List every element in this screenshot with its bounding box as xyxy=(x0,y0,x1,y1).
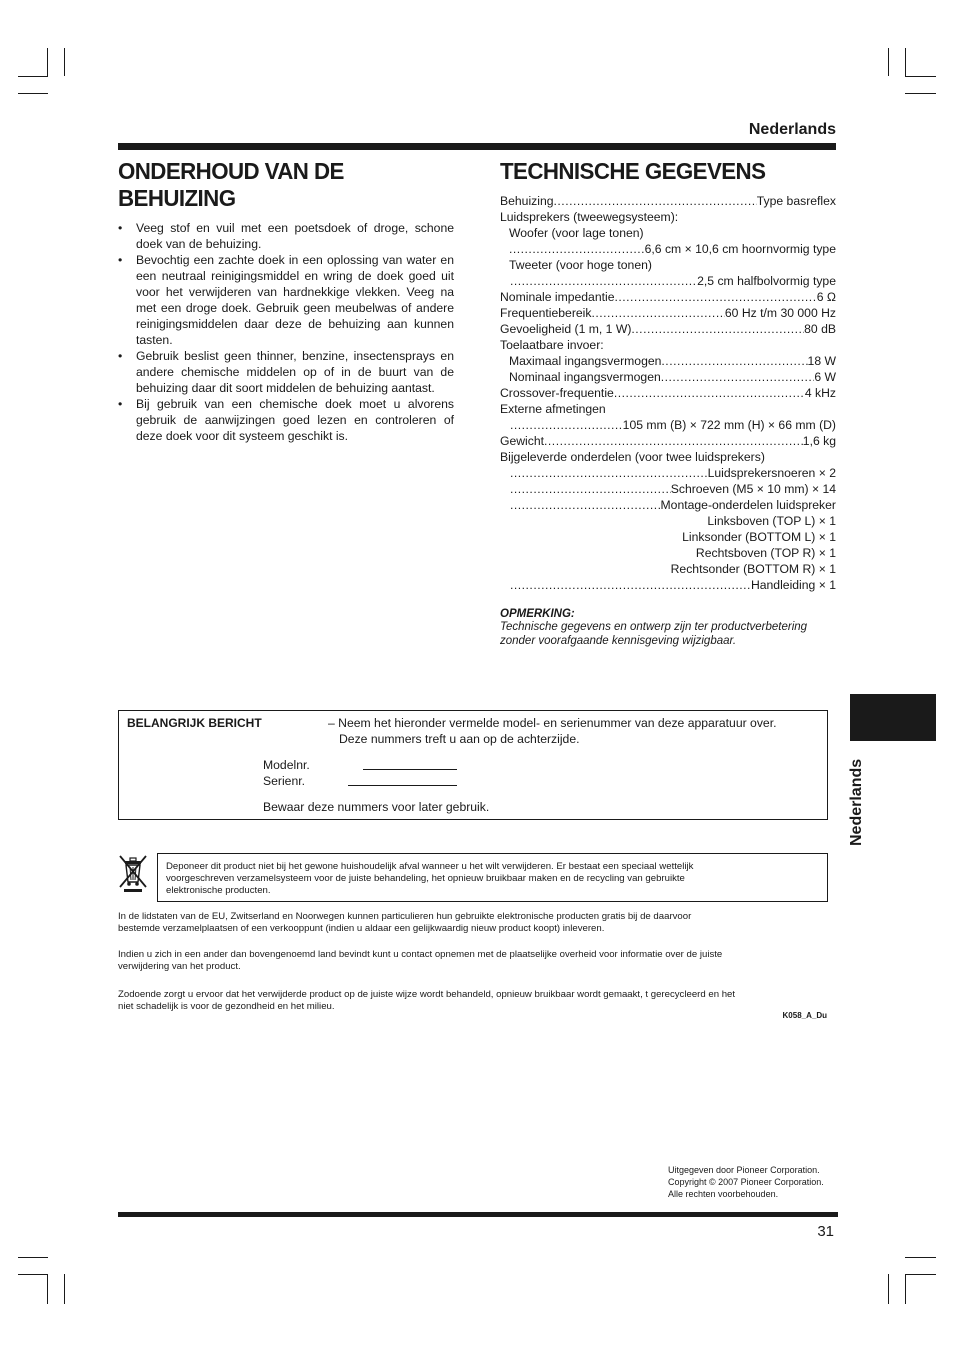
maintenance-list xyxy=(118,220,454,444)
important-notice-box xyxy=(118,710,828,820)
spec-dimensions-label: Externe afmetingen xyxy=(500,402,606,416)
notice-line-1: – Neem het hieronder vermelde model- en serienummer van deze apparatuur over. xyxy=(328,716,777,730)
side-tab xyxy=(850,694,936,741)
list-item: • Bevochtig een zachte doek in een oplossing van water en een neutraal reinigingsmiddel en wring de doek goed uit voor het verwijderen van hardnekkige vlekken. Veeg na met een droge doek. Gebruik geen meubelwas of andere reinigingsmiddelen daar deze de behuizing aan kunnen tasten. xyxy=(118,253,454,347)
spec-impedance: Nominale impedantie ..... 6 Ω xyxy=(500,289,836,305)
spec-nominal-input: Nominaal ingangsvermogen ..... 6 W xyxy=(500,369,836,385)
model-label: Modelnr. xyxy=(263,758,310,772)
spec-sensitivity: Gevoeligheid (1 m, 1 W) ..... 80 dB xyxy=(500,321,836,337)
weee-paragraph-3 xyxy=(118,989,735,1014)
weee-p1-line-2: bestemde verzamelplaatsen of een verkooppunt (indien u aldaar een gelijkwaardig nieuw product koopt) inleveren. xyxy=(118,923,605,935)
weee-p2-line-2: verwijdering van het product. xyxy=(118,961,241,973)
spec-acc-cords: ..... Luidsprekersnoeren × 2 xyxy=(500,465,836,481)
spec-woofer-value: ..... 6,6 cm × 10,6 cm hoornvormig type xyxy=(500,241,836,257)
page-number: 31 xyxy=(817,1223,834,1240)
note xyxy=(500,608,836,648)
spec-weight: Gewicht ..... 1,6 kg xyxy=(500,433,836,449)
maintenance-section xyxy=(118,158,454,444)
maintenance-title: ONDERHOUD VAN DE BEHUIZING xyxy=(118,158,344,211)
spec-acc-top-l: Linksboven (TOP L) × 1 xyxy=(707,514,836,528)
spec-max-input: Maximaal ingangsvermogen ..... 18 W xyxy=(500,353,836,369)
publisher-line-3: Alle rechten voorbehouden. xyxy=(668,1189,779,1199)
list-item: • Veeg stof en vuil met een poetsdoek of droge, schone doek van de behuizing. xyxy=(118,221,454,251)
list-item: • Bij gebruik van een chemische doek moet u alvorens gebruik de aanwijzingen goed lezen en controleren of deze doek voor dit systeem geschikt is. xyxy=(118,397,454,443)
notice-title: BELANGRIJK BERICHT xyxy=(127,716,262,730)
spec-acc-screws: ..... Schroeven (M5 × 10 mm) × 14 xyxy=(500,481,836,497)
spec-acc-mount: ..... Montage-onderdelen luidspreker xyxy=(500,497,836,513)
language-header: Nederlands xyxy=(748,121,836,138)
spec-woofer-label: Woofer (voor lage tonen) xyxy=(509,226,644,240)
weee-code: K058_A_Du xyxy=(782,1011,827,1020)
spec-tweeter-value: ..... 2,5 cm halfbolvormig type xyxy=(500,273,836,289)
weee-paragraph-1 xyxy=(118,911,691,936)
weee-paragraph-2 xyxy=(118,949,722,974)
specs-title: TECHNISCHE GEGEVENS xyxy=(500,158,766,184)
spec-acc-manual: ..... Handleiding × 1 xyxy=(500,577,836,593)
crossed-out-wheelie-bin-icon xyxy=(116,852,150,892)
weee-box-line-2: voorgeschreven verzamelsysteem voor de juiste behandeling, het opnieuw bruikbaar maken en de recycling van gebruikte xyxy=(166,873,685,884)
spec-input: Toelaatbare invoer: xyxy=(500,338,604,352)
weee-p3-line-2: niet schadelijk is voor de gezondheid en het milieu. xyxy=(118,1001,335,1013)
spec-dimensions-value: ..... 105 mm (B) × 722 mm (H) × 66 mm (D) xyxy=(500,417,836,433)
spec-speakers: Luidsprekers (tweewegsysteem): xyxy=(500,210,679,224)
spec-tweeter-label: Tweeter (voor hoge tonen) xyxy=(509,258,652,272)
spec-enclosure: Behuizing ..... Type basreflex xyxy=(500,193,836,209)
spec-acc-bottom-r: Rechtsonder (BOTTOM R) × 1 xyxy=(670,562,836,576)
notice-line-2: Deze nummers treft u aan op de achterzijde. xyxy=(339,732,580,746)
serial-label: Serienr. xyxy=(263,774,306,788)
weee-box-line-3: elektronische producten. xyxy=(166,885,271,896)
spec-acc-top-r: Rechtsboven (TOP R) × 1 xyxy=(695,546,836,560)
spec-crossover: Crossover-frequentie ..... 4 kHz xyxy=(500,385,836,401)
list-item: • Gebruik beslist geen thinner, benzine, insectensprays en andere chemische middelen op of in de buurt van de behuizing daar dit soort middelen de behuizing aantast. xyxy=(118,349,454,395)
specs-section xyxy=(500,158,836,648)
spec-acc-bottom-l: Linksonder (BOTTOM L) × 1 xyxy=(682,530,836,544)
note-line-1: Technische gegevens en ontwerp zijn ter productverbetering xyxy=(500,621,808,633)
weee-box xyxy=(157,853,828,902)
spec-frequency: Frequentiebereik ..... 60 Hz t/m 30 000 Hz xyxy=(500,305,836,321)
weee-p3-line-1: Zodoende zorgt u ervoor dat het verwijderde product op de juiste wijze wordt behandeld, opnieuw bruikbaar wordt gemaakt, t gerecycleerd en het xyxy=(118,989,736,1000)
note-title: OPMERKING: xyxy=(500,608,575,620)
serial-field[interactable] xyxy=(348,785,457,786)
side-tab-label: Nederlands xyxy=(848,758,865,846)
note-line-2: zonder voorafgaande kennisgeving wijzigbaar. xyxy=(500,635,737,647)
weee-p1-line-1: In de lidstaten van de EU, Zwitserland en Noorwegen kunnen particulieren hun gebruikte elektronische producten gratis bij de daarvoor xyxy=(118,911,692,922)
weee-box-line-1: Deponeer dit product niet bij het gewone huishoudelijk afval wanneer u het wilt verwijderen. Er bestaat een speciaal wettelijk xyxy=(166,861,694,872)
model-field[interactable] xyxy=(363,769,457,770)
top-rule xyxy=(118,143,836,150)
bottom-rule xyxy=(118,1212,838,1217)
publisher-line-2: Copyright © 2007 Pioneer Corporation. xyxy=(668,1177,824,1187)
publisher-line-1: Uitgegeven door Pioneer Corporation. xyxy=(668,1165,820,1175)
spec-accessories: Bijgeleverde onderdelen (voor twee luidsprekers) xyxy=(500,450,765,464)
weee-p2-line-1: Indien u zich in een ander dan bovengenoemd land bevindt kunt u contact opnemen met de plaatselijke overheid voor informatie over de juiste xyxy=(118,949,723,960)
publisher-info xyxy=(668,1164,824,1200)
specs-list xyxy=(500,193,836,593)
notice-keep: Bewaar deze nummers voor later gebruik. xyxy=(263,800,490,814)
